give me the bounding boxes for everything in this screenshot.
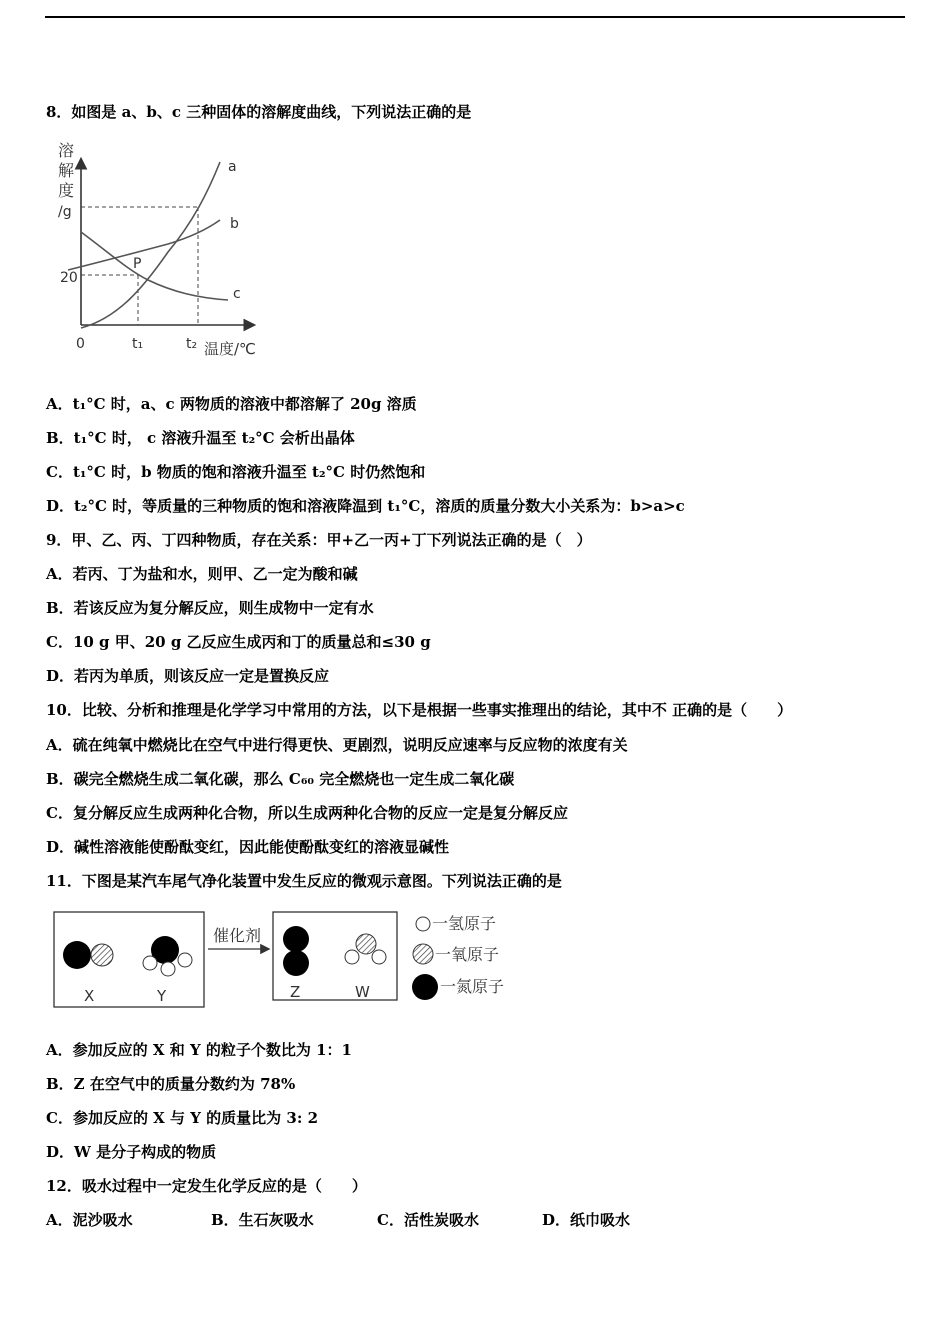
q9-option-b: B．若该反应为复分解反应，则生成物中一定有水 bbox=[46, 599, 374, 617]
q11-option-a: A．参加反应的 X 和 Y 的粒子个数比为 1：1 bbox=[46, 1041, 352, 1059]
q12-option-a: A．泥沙吸水 bbox=[46, 1211, 133, 1229]
origin-label: 0 bbox=[76, 336, 85, 352]
q11-stem: 11．下图是某汽车尾气净化装置中发生反应的微观示意图。下列说法正确的是 bbox=[46, 872, 562, 890]
q9-option-d: D．若丙为单质，则该反应一定是置换反应 bbox=[46, 667, 330, 685]
y-hydrogen-atom-2 bbox=[161, 962, 175, 976]
x-oxygen-atom bbox=[91, 944, 113, 966]
label-z: Z bbox=[290, 983, 301, 1001]
q11-option-c: C．参加反应的 X 与 Y 的质量比为 3: 2 bbox=[46, 1109, 319, 1127]
legend-hydrogen: 一氢原子 bbox=[432, 914, 497, 933]
curve-b bbox=[68, 220, 220, 270]
q8-option-c: C．t₁°C 时，b 物质的饱和溶液升温至 t₂°C 时仍然饱和 bbox=[46, 463, 426, 481]
y-hydrogen-atom-3 bbox=[178, 953, 192, 967]
q10-option-c: C．复分解反应生成两种化合物，所以生成两种化合物的反应一定是复分解反应 bbox=[46, 804, 568, 822]
label-w: W bbox=[355, 983, 370, 1001]
legend-nitrogen: 一氮原子 bbox=[440, 977, 505, 996]
q8-option-b: B．t₁°C 时， c 溶液升温至 t₂°C 会析出晶体 bbox=[46, 429, 355, 447]
curve-a bbox=[81, 162, 220, 328]
w-hydrogen-atom-2 bbox=[372, 950, 386, 964]
y-hydrogen-atom-1 bbox=[143, 956, 157, 970]
label-y: Y bbox=[157, 987, 167, 1005]
curve-label-b: b bbox=[230, 216, 239, 232]
xtick-t1: t₁ bbox=[132, 336, 144, 352]
xtick-t2: t₂ bbox=[186, 336, 198, 352]
q10-stem: 10．比较、分析和推理是化学学习中常用的方法，以下是根据一些事实推理出的结论，其中不 正确的是（ ） bbox=[46, 701, 793, 719]
catalyst-label: 催化剂 bbox=[213, 926, 262, 945]
q9-option-c: C．10 g 甲、20 g 乙反应生成丙和丁的质量总和≤30 g bbox=[46, 633, 431, 651]
q11-option-d: D．W 是分子构成的物质 bbox=[46, 1143, 217, 1161]
ylabel-4: /g bbox=[58, 204, 72, 220]
q12-option-d: D．纸巾吸水 bbox=[542, 1211, 631, 1229]
q12-stem: 12．吸水过程中一定发生化学反应的是（ ） bbox=[46, 1177, 367, 1195]
x-nitrogen-atom bbox=[63, 941, 91, 969]
solubility-chart bbox=[48, 140, 278, 365]
q12-option-b: B．生石灰吸水 bbox=[211, 1211, 314, 1229]
legend-oxygen: 一氧原子 bbox=[435, 945, 500, 964]
q11-option-b: B．Z 在空气中的质量分数约为 78% bbox=[46, 1075, 296, 1093]
z-nitrogen-atom-1 bbox=[283, 926, 309, 952]
q8-option-a: A．t₁°C 时，a、c 两物质的溶液中都溶解了 20g 溶质 bbox=[46, 395, 417, 413]
label-x: X bbox=[84, 987, 95, 1005]
q12-option-c: C．活性炭吸水 bbox=[377, 1211, 479, 1229]
q10-option-b: B．碳完全燃烧生成二氧化碳，那么 C₆₀ 完全燃烧也一定生成二氧化碳 bbox=[46, 770, 515, 788]
curve-c bbox=[81, 232, 228, 300]
reaction-diagram bbox=[50, 908, 510, 1013]
q8-stem: 8．如图是 a、b、c 三种固体的溶解度曲线，下列说法正确的是 bbox=[46, 103, 472, 121]
legend-nitrogen-icon bbox=[412, 974, 438, 1000]
w-hydrogen-atom-1 bbox=[345, 950, 359, 964]
curve-label-a: a bbox=[228, 159, 237, 175]
q10-option-a: A．硫在纯氧中燃烧比在空气中进行得更快、更剧烈，说明反应速率与反应物的浓度有关 bbox=[46, 736, 628, 754]
ylabel-1: 溶 bbox=[58, 141, 75, 160]
curve-label-c: c bbox=[233, 286, 241, 302]
xlabel: 温度/℃ bbox=[204, 340, 256, 358]
w-oxygen-atom bbox=[356, 934, 376, 954]
q9-option-a: A．若丙、丁为盐和水，则甲、乙一定为酸和碱 bbox=[46, 565, 358, 583]
q8-option-d: D．t₂°C 时，等质量的三种物质的饱和溶液降温到 t₁°C，溶质的质量分数大小关系为：b>a>c bbox=[46, 497, 685, 515]
header-rule bbox=[45, 16, 905, 18]
ytick-20: 20 bbox=[60, 270, 78, 286]
point-p: P bbox=[133, 256, 142, 272]
ylabel-2: 解 bbox=[58, 161, 75, 180]
legend-oxygen-icon bbox=[413, 944, 433, 964]
q9-stem: 9．甲、乙、丙、丁四种物质，存在关系：甲+乙一丙+丁下列说法正确的是（ ） bbox=[46, 531, 592, 549]
z-nitrogen-atom-2 bbox=[283, 950, 309, 976]
legend-hydrogen-icon bbox=[416, 917, 430, 931]
ylabel-3: 度 bbox=[58, 181, 75, 200]
q10-option-d: D．碱性溶液能使酚酞变红，因此能使酚酞变红的溶液显碱性 bbox=[46, 838, 450, 856]
